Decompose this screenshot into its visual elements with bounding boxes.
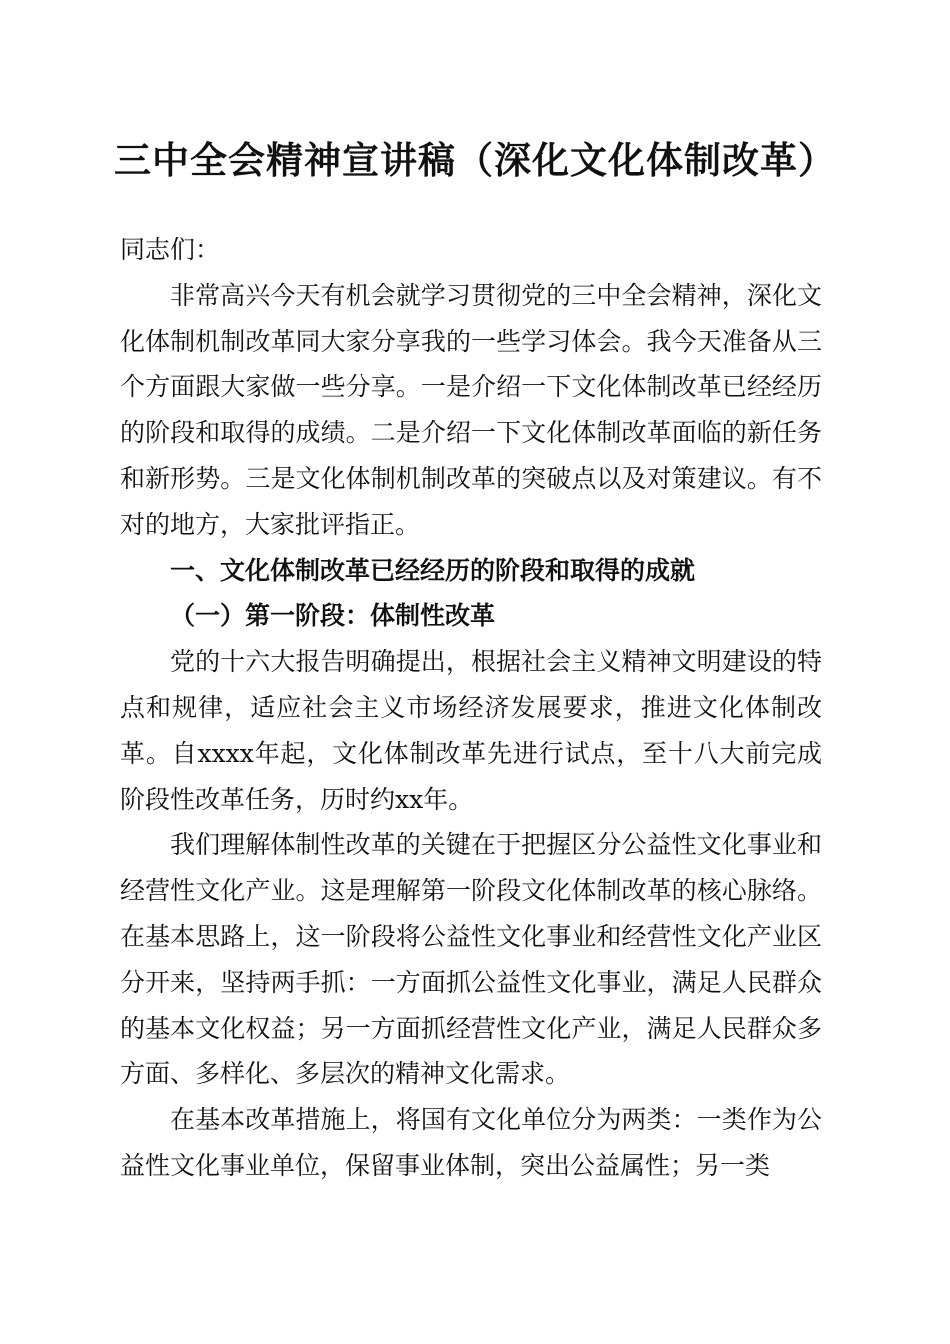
paragraph-1: 党的十六大报告明确提出，根据社会主义精神文明建设的特点和规律，适应社会主义市场经济发展要求，推进文化体制改革。自xxxx年起，文化体制改革先进行试点，至十八大前完成阶段性改革任务，历时约xx年。 — [120, 647, 822, 814]
document-title: 三中全会精神宣讲稿（深化文化体制改革） — [114, 139, 836, 182]
paragraph-2: 我们理解体制性改革的关键在于把握区分公益性文化事业和经营性文化产业。这是理解第一阶段文化体制改革的核心脉络。在基本思路上，这一阶段将公益性文化事业和经营性文化产业区分开来，坚持两手抓：一方面抓公益性文化事业，满足人民群众的基本文化权益；另一方面抓经营性文化产业，满足人民群众多方面、多样化、多层次的精神文化需求。 — [120, 830, 822, 1089]
section-heading-1: 一、文化体制改革已经经历的阶段和取得的成就 — [170, 555, 696, 585]
paragraph-intro: 非常高兴今天有机会就学习贯彻党的三中全会精神，深化文化体制机制改革同大家分享我的一些学习体会。我今天准备从三个方面跟大家做一些分享。一是介绍一下文化体制改革已经经历的阶段和取得的成绩。二是介绍一下文化体制改革面临的新任务和新形势。三是文化体制机制改革的突破点以及对策建议。有不对的地方，大家批评指正。 — [120, 280, 822, 539]
salutation: 同志们： — [120, 235, 221, 264]
document-body — [120, 227, 822, 1189]
paragraph-3: 在基本改革措施上，将国有文化单位分为两类：一类作为公益性文化事业单位，保留事业体制，突出公益属性；另一类 — [120, 1105, 822, 1180]
subsection-heading-1: （一）第一阶段：体制性改革 — [170, 601, 496, 631]
